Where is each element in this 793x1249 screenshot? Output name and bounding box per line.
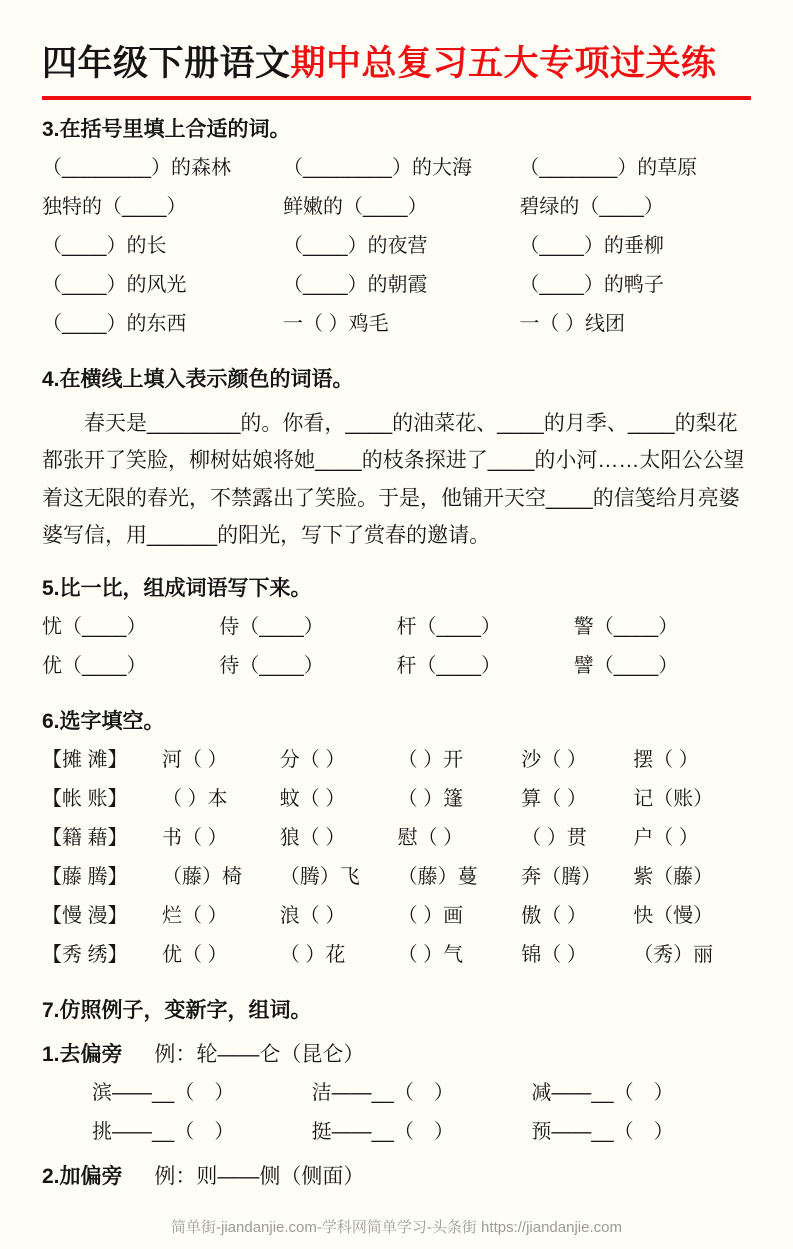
blank-item: 独特的（____）	[42, 196, 187, 218]
s5-row-1	[42, 614, 751, 640]
blank-item: （ ）画	[397, 904, 464, 927]
blank-item: 慰（ ）	[397, 826, 464, 849]
blank-item: 沙（ ）	[521, 748, 587, 771]
blank-item: （____）的朝霞	[283, 274, 428, 296]
char-choice-pair: 【藤 腾】	[42, 865, 128, 888]
s7-sub1-example: 例：轮——仑（昆仑）	[154, 1042, 365, 1066]
section-6-heading: 6.选字填空。	[42, 709, 165, 733]
blank-item: （腾）飞	[279, 865, 360, 888]
blank-item: 锦（ ）	[521, 943, 587, 966]
blank-item: 洁——__（ ）	[311, 1081, 454, 1104]
s3-row-2	[42, 194, 751, 220]
blank-item: 挺——__（ ）	[311, 1120, 454, 1143]
blank-item: （ ）花	[279, 943, 346, 966]
s6-row-3	[42, 825, 751, 851]
s3-row-5	[42, 311, 751, 337]
blank-item: 侍（____）	[219, 615, 324, 638]
s3-row-3	[42, 233, 751, 259]
s6-row-2	[42, 786, 751, 812]
blank-item: 一（ ）线团	[519, 313, 625, 335]
page-title	[42, 36, 751, 100]
s6-row-4	[42, 864, 751, 890]
blank-item: 河（ ）	[162, 748, 228, 771]
s3-row-1	[42, 155, 751, 181]
blank-item: 优（ ）	[162, 943, 228, 966]
char-choice-pair: 【籍 藉】	[42, 826, 128, 849]
blank-item: 傲（ ）	[521, 904, 587, 927]
blank-item: （____）的垂柳	[519, 235, 664, 257]
blank-item: 挑——__（ ）	[92, 1120, 235, 1143]
s6-row-5	[42, 903, 751, 929]
title-topic: 期中总复习五大专项过关练	[290, 44, 717, 83]
section-4-heading: 4.在横线上填入表示颜色的词语。	[42, 368, 354, 391]
blank-item: （________）的大海	[283, 157, 473, 179]
footer-watermark: 简单街-jiandanjie.com-学科网简单学习-头条街 https://jiandanjie.com	[171, 1218, 622, 1236]
blank-item: （____）的风光	[42, 274, 187, 296]
blank-item: （____）的鸭子	[519, 274, 664, 296]
blank-item: 鲜嫩的（____）	[283, 196, 428, 218]
blank-item: 滨——__（ ）	[92, 1081, 235, 1104]
blank-item: （ ）贯	[521, 826, 587, 849]
section-7-heading: 7.仿照例子，变新字，组词。	[42, 998, 312, 1022]
s6-row-1	[42, 747, 751, 773]
color-words-paragraph: 春天是________的。你看，____的油菜花、____的月季、____的梨花都张开了笑脸，柳树姑娘将她____的枝条探进了____的小河……太阳公公望着这无限的春光，不禁露出了笑脸。于是，他铺开天空____的信笺给月亮婆婆写信，用______的阳光，写下了赏春的邀请。	[42, 412, 745, 548]
s5-row-2	[42, 653, 751, 679]
s7-sub2	[42, 1160, 751, 1190]
title-course: 四年级下册语文	[42, 44, 291, 83]
s6-row-6	[42, 942, 751, 968]
s7-sub2-example: 例：则——侧（侧面）	[154, 1164, 365, 1188]
blank-item: （秀）丽	[633, 943, 714, 966]
blank-item: 蚊（ ）	[279, 787, 346, 810]
blank-item: （ ）本	[162, 787, 228, 810]
blank-item: 紫（藤）	[633, 865, 714, 888]
blank-item: （________）的森林	[42, 157, 231, 179]
blank-item: 摆（ ）	[633, 748, 699, 771]
section-3-heading: 3.在括号里填上合适的词。	[42, 118, 291, 141]
blank-item: 譬（____）	[573, 654, 679, 677]
blank-item: 警（____）	[573, 615, 679, 638]
s7-sub2-label: 2.加偏旁	[42, 1164, 123, 1188]
blank-item: 一（ ）鸡毛	[283, 313, 389, 335]
char-choice-pair: 【慢 漫】	[42, 904, 128, 927]
blank-item: （_______）的草原	[519, 157, 698, 179]
s7-sub1-label: 1.去偏旁	[42, 1042, 123, 1066]
blank-item: 狼（ ）	[279, 826, 346, 849]
blank-item: 杆（____）	[396, 615, 501, 638]
char-choice-pair: 【帐 账】	[42, 787, 128, 810]
blank-item: （____）的长	[42, 235, 167, 257]
blank-item: 预——__（ ）	[531, 1120, 674, 1143]
blank-item: 书（ ）	[162, 826, 228, 849]
section-5-heading: 5.比一比，组成词语写下来。	[42, 576, 312, 600]
blank-item: （____）的东西	[42, 313, 187, 335]
blank-item: 待（____）	[219, 654, 324, 677]
blank-item: 优（____）	[42, 654, 147, 677]
s7-sub1	[42, 1038, 751, 1068]
blank-item: 浪（ ）	[279, 904, 346, 927]
char-choice-pair: 【摊 滩】	[42, 748, 128, 771]
blank-item: （ ）气	[397, 943, 464, 966]
blank-item: 快（慢）	[633, 904, 714, 927]
blank-item: 减——__（ ）	[531, 1081, 674, 1104]
blank-item: 碧绿的（____）	[519, 196, 664, 218]
blank-item: 算（ ）	[521, 787, 587, 810]
blank-item: 忧（____）	[42, 615, 147, 638]
blank-item: 分（ ）	[279, 748, 346, 771]
blank-item: 奔（腾）	[521, 865, 602, 888]
blank-item: （藤）蔓	[397, 865, 478, 888]
blank-item: 秆（____）	[396, 654, 501, 677]
blank-item: （ ）开	[397, 748, 464, 771]
blank-item: （____）的夜营	[283, 235, 428, 257]
s7-row-2	[92, 1119, 751, 1145]
blank-item: 烂（ ）	[162, 904, 228, 927]
blank-item: 记（账）	[633, 787, 714, 810]
char-choice-pair: 【秀 绣】	[42, 943, 128, 966]
blank-item: （ ）篷	[397, 787, 464, 810]
s7-row-1	[92, 1080, 751, 1106]
blank-item: （藤）椅	[162, 865, 242, 888]
blank-item: 户（ ）	[633, 826, 699, 849]
s3-row-4	[42, 272, 751, 298]
